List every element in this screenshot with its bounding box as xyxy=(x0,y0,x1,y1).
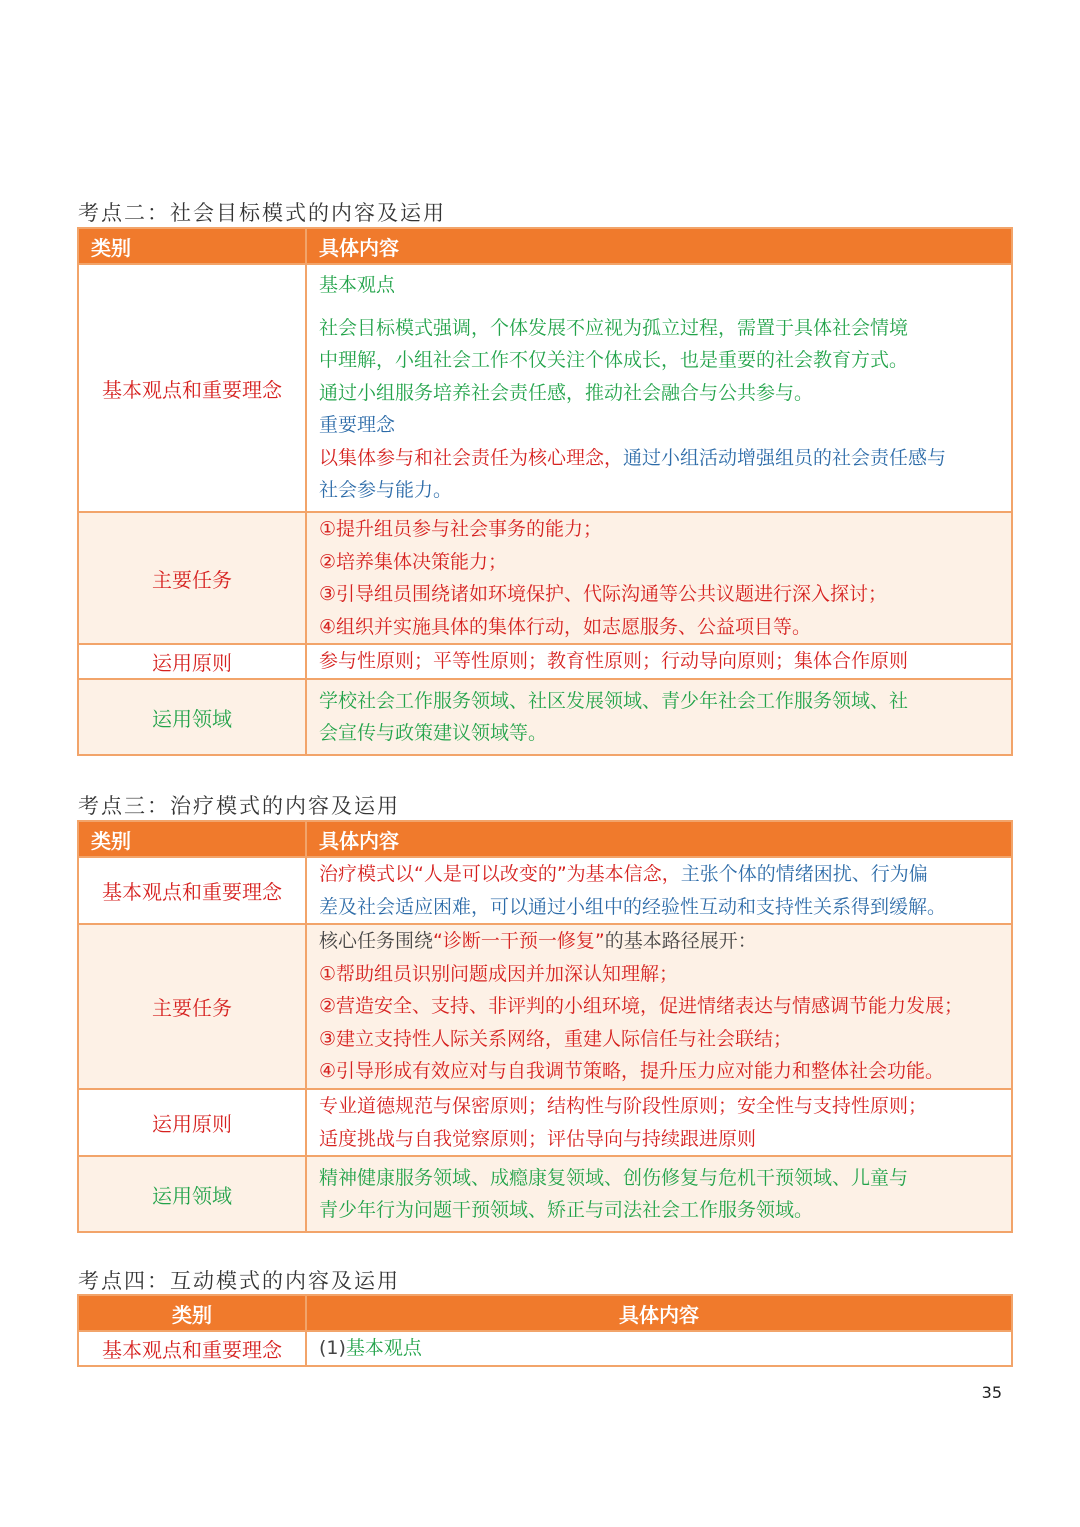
header-content: 具体内容 xyxy=(306,1295,1012,1331)
content-line: 学校社会工作服务领域、社区发展领域、青少年社会工作服务领域、社 xyxy=(319,689,909,712)
header-category: 类别 xyxy=(78,1295,306,1331)
section-title: 考点三：治疗模式的内容及运用 xyxy=(78,794,400,818)
category-cell: 基本观点和重要理念 xyxy=(78,264,306,512)
content-line: 专业道德规范与保密原则；结构性与阶段性原则；安全性与支持性原则； xyxy=(319,1095,928,1117)
content-cell xyxy=(306,644,1012,679)
content-line: ④组织并实施具体的集体行动，如志愿服务、公益项目等。 xyxy=(319,615,812,638)
content-line: 中理解，小组社会工作不仅关注个体成长，也是重要的社会教育方式。 xyxy=(319,349,909,372)
content-line xyxy=(319,1332,1001,1365)
content-line: ③引导组员围绕诸如环境保护、代际沟通等公共议题进行深入探讨； xyxy=(319,583,888,605)
header-category: 类别 xyxy=(78,228,306,264)
content-fragment: 核心任务围绕 xyxy=(319,930,434,953)
content-line xyxy=(319,442,1001,475)
table-row xyxy=(78,857,1012,924)
header-category: 类别 xyxy=(78,821,306,857)
content-fragment: (1) xyxy=(319,1337,346,1359)
table-row xyxy=(78,924,1012,1089)
header-content: 具体内容 xyxy=(306,228,1012,264)
category-cell: 运用领域 xyxy=(78,1156,306,1232)
content-line: 社会参与能力。 xyxy=(319,479,453,502)
content-cell xyxy=(306,1331,1012,1366)
content-fragment: 的基本路径展开： xyxy=(604,930,757,953)
content-line: 差及社会适应困难，可以通过小组中的经验性互动和支持性关系得到缓解。 xyxy=(319,895,947,918)
content-line: 参与性原则；平等性原则；教育性原则；行动导向原则；集体合作原则 xyxy=(319,650,909,673)
content-line: ②营造安全、支持、非评判的小组环境，促进情绪表达与情感调节能力发展； xyxy=(319,995,964,1018)
category-cell: 主要任务 xyxy=(78,924,306,1089)
category-cell: 主要任务 xyxy=(78,512,306,644)
category-cell: 运用原则 xyxy=(78,1089,306,1156)
content-line: ①帮助组员识别问题成因并加深认知理解； xyxy=(319,962,679,985)
content-line: 基本观点 xyxy=(319,274,396,297)
table-row xyxy=(78,264,1012,512)
table-header-row xyxy=(78,228,1012,264)
section-title: 考点四：互动模式的内容及运用 xyxy=(78,1269,400,1293)
table-row xyxy=(78,644,1012,679)
content-fragment: “诊断一干预一修复” xyxy=(433,930,605,953)
content-line: 社会目标模式强调，个体发展不应视为孤立过程，需置于具体社会情境 xyxy=(319,316,909,339)
content-table xyxy=(77,1294,1013,1367)
table-row xyxy=(78,1156,1012,1232)
content-line: ②培养集体决策能力； xyxy=(319,550,508,573)
table-header-row xyxy=(78,1295,1012,1331)
content-fragment: 通过小组活动增强组员的社会责任感与 xyxy=(623,446,947,469)
content-line: 通过小组服务培养社会责任感，推动社会融合与公共参与。 xyxy=(319,381,814,404)
content-fragment: 基本观点 xyxy=(345,1337,422,1359)
category-cell: 运用原则 xyxy=(78,644,306,679)
content-line: 精神健康服务领域、成瘾康复领域、创伤修复与危机干预领域、儿童与 xyxy=(319,1166,909,1189)
content-line: ①提升组员参与社会事务的能力； xyxy=(319,518,603,540)
content-line: ④引导形成有效应对与自我调节策略，提升压力应对能力和整体社会功能。 xyxy=(319,1060,945,1083)
table-row xyxy=(78,679,1012,755)
category-cell: 基本观点和重要理念 xyxy=(78,857,306,924)
content-cell xyxy=(306,1089,1012,1156)
content-fragment: 以集体参与和社会责任为核心理念， xyxy=(319,446,624,469)
table-row xyxy=(78,1089,1012,1156)
content-table xyxy=(77,227,1013,756)
content-table xyxy=(77,820,1013,1233)
content-cell xyxy=(306,924,1012,1089)
content-line: ③建立支持性人际关系网络，重建人际信任与社会联结； xyxy=(319,1027,793,1050)
table-row xyxy=(78,1331,1012,1366)
header-content: 具体内容 xyxy=(306,821,1012,857)
section-title: 考点二：社会目标模式的内容及运用 xyxy=(78,201,446,225)
table-header-row xyxy=(78,821,1012,857)
page-number: 35 xyxy=(981,1383,1002,1402)
content-cell xyxy=(306,264,1012,512)
content-line: 重要理念 xyxy=(319,414,396,437)
content-line: 会宣传与政策建议领域等。 xyxy=(319,722,548,744)
content-cell xyxy=(306,857,1012,924)
content-cell xyxy=(306,512,1012,644)
content-fragment: 治疗模式以“人是可以改变的”为基本信念， xyxy=(319,863,681,885)
table-row xyxy=(78,512,1012,644)
content-line xyxy=(319,858,1001,891)
content-fragment: 主张个体的情绪困扰、行为偏 xyxy=(680,863,928,885)
content-line xyxy=(319,925,1001,958)
category-cell: 运用领域 xyxy=(78,679,306,755)
content-line: 青少年行为问题干预领域、矫正与司法社会工作服务领域。 xyxy=(319,1199,814,1221)
content-line: 适度挑战与自我觉察原则；评估导向与持续跟进原则 xyxy=(319,1127,757,1150)
content-cell xyxy=(306,1156,1012,1232)
content-cell xyxy=(306,679,1012,755)
category-cell: 基本观点和重要理念 xyxy=(78,1331,306,1366)
